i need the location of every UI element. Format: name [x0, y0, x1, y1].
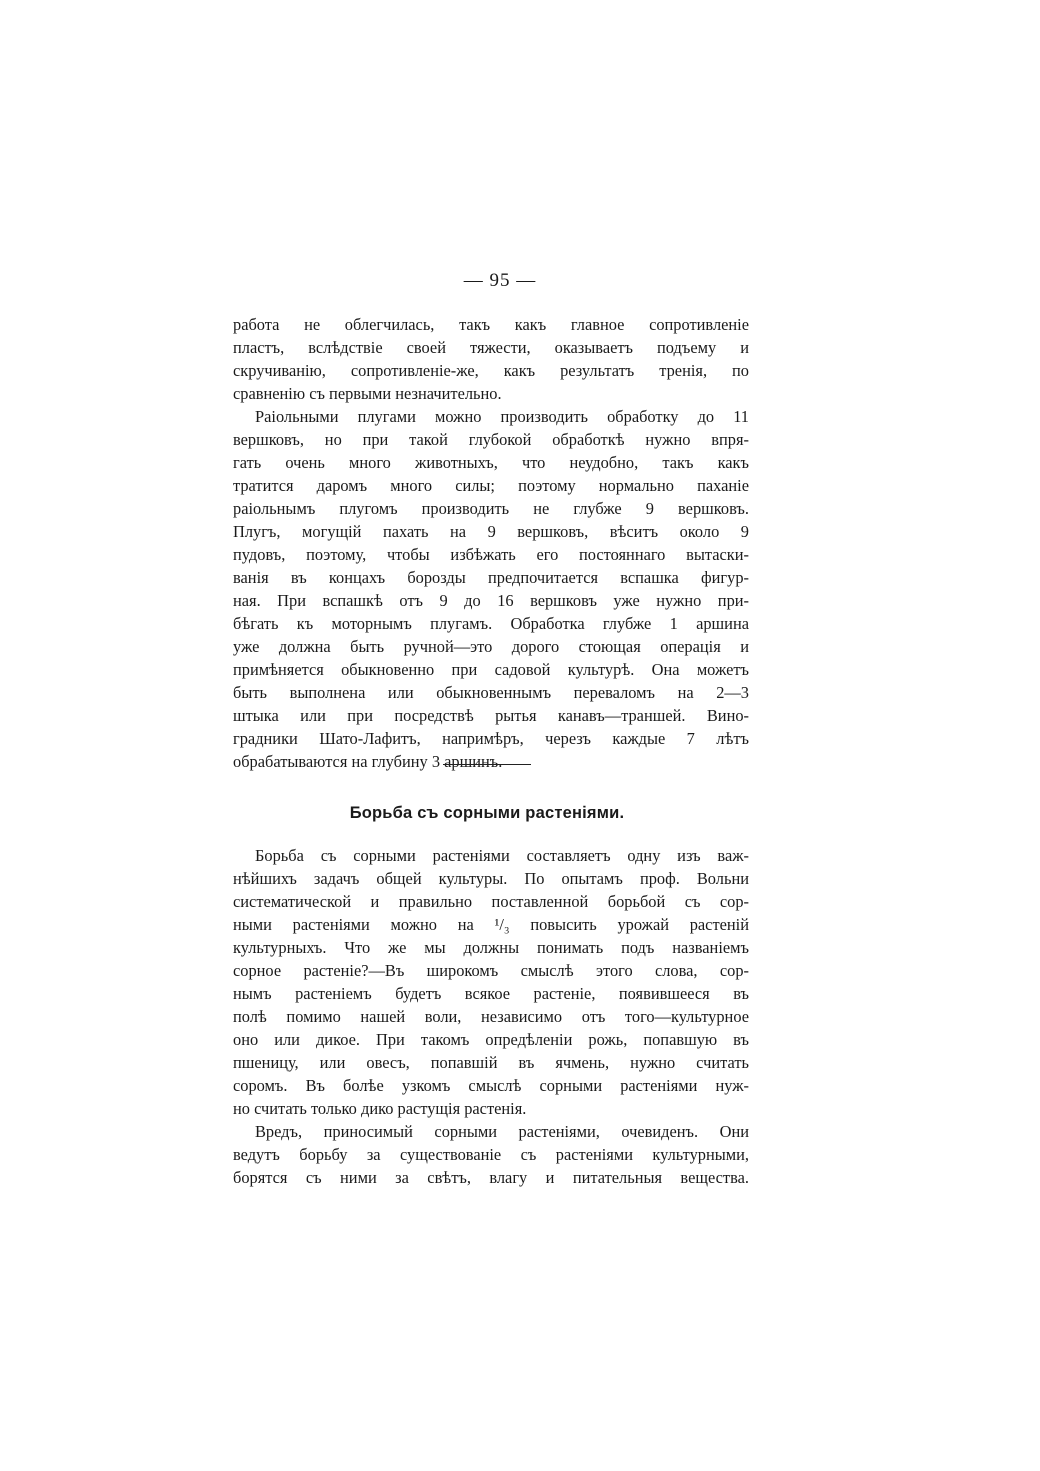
text-line: быть выполнена или обыкновеннымъ переваломъ на 2—3 [233, 683, 749, 702]
text-line: вершковъ, но при такой глубокой обработкѣ нужно впря- [233, 430, 749, 449]
text-line: ванія въ концахъ борозды предпочитается вспашка фигур- [233, 568, 749, 587]
section-divider [443, 764, 531, 765]
text-line: систематической и правильно поставленной борьбой съ сор- [233, 892, 749, 911]
text-line: но считать только дико растущія растенія. [233, 1099, 527, 1118]
text-line: Борьба съ сорными растеніями составляетъ одну изъ важ- [255, 846, 749, 865]
text-line: скручиванію, сопротивленіе-же, какъ результатъ тренія, по [233, 361, 749, 380]
text-line: соромъ. Въ болѣе узкомъ смыслѣ сорными растеніями нуж- [233, 1076, 749, 1095]
text-line: пудовъ, поэтому, чтобы избѣжать его постояннаго вытаски- [233, 545, 749, 564]
text-line: бѣгать къ моторнымъ плугамъ. Обработка глубже 1 аршина [233, 614, 749, 633]
text-line: полѣ помимо нашей воли, независимо отъ того—культурное [233, 1007, 749, 1026]
text-line: штыка или при посредствѣ рытья канавъ—траншей. Вино- [233, 706, 749, 725]
text-line: обрабатываются на глубину 3 аршинъ. [233, 752, 503, 771]
text-line: ными растеніями можно на ¹/₃ повысить урожай растеній [233, 915, 749, 934]
text-line: сравненію съ первыми незначительно. [233, 384, 502, 403]
text-line: примѣняется обыкновенно при садовой культурѣ. Она можетъ [233, 660, 749, 679]
page-number: — 95 — [463, 270, 537, 291]
text-line: гать очень много животныхъ, что неудобно, такъ какъ [233, 453, 749, 472]
text-line: оно или дикое. При такомъ опредѣленіи рожь, попавшую въ [233, 1030, 749, 1049]
text-line: нѣйшихъ задачъ общей культуры. По опытамъ проф. Вольни [233, 869, 749, 888]
section-heading: Борьба съ сорными растеніями. [349, 804, 625, 822]
text-line: культурныхъ. Что же мы должны понимать подъ названіемъ [233, 938, 749, 957]
text-line: работа не облегчилась, такъ какъ главное сопротивленіе [233, 315, 749, 334]
paragraph-block-plowing [233, 313, 749, 773]
text-line: пластъ, вслѣдствіе своей тяжести, оказываетъ подъему и [233, 338, 749, 357]
text-line: пшеницу, или овесъ, попавшій въ ячмень, нужно считать [233, 1053, 749, 1072]
text-line: Вредъ, приносимый сорными растеніями, очевиденъ. Они [255, 1122, 749, 1141]
text-line: раіольнымъ плугомъ производить не глубже 9 вершковъ. [233, 499, 749, 518]
text-line: градники Шато-Лафитъ, напримѣръ, черезъ каждые 7 лѣтъ [233, 729, 749, 748]
text-line: нымъ растеніемъ будетъ всякое растеніе, появившееся въ [233, 984, 749, 1003]
text-line: Раіольными плугами можно производить обработку до 11 [255, 407, 749, 426]
text-line: борятся съ ними за свѣтъ, влагу и питательныя вещества. [233, 1168, 749, 1187]
text-line: ведутъ борьбу за существованіе съ растеніями культурными, [233, 1145, 749, 1164]
text-line: сорное растеніе?—Въ широкомъ смыслѣ этого слова, сор- [233, 961, 749, 980]
text-line: Плугъ, могущій пахать на 9 вершковъ, вѣситъ около 9 [233, 522, 749, 541]
text-line: уже должна быть ручной—это дорого стоющая операція и [233, 637, 749, 656]
paragraph-block-weeds [233, 844, 749, 1189]
text-line: ная. При вспашкѣ отъ 9 до 16 вершковъ уже нужно при- [233, 591, 749, 610]
text-line: тратится даромъ много силы; поэтому нормально паханіе [233, 476, 749, 495]
